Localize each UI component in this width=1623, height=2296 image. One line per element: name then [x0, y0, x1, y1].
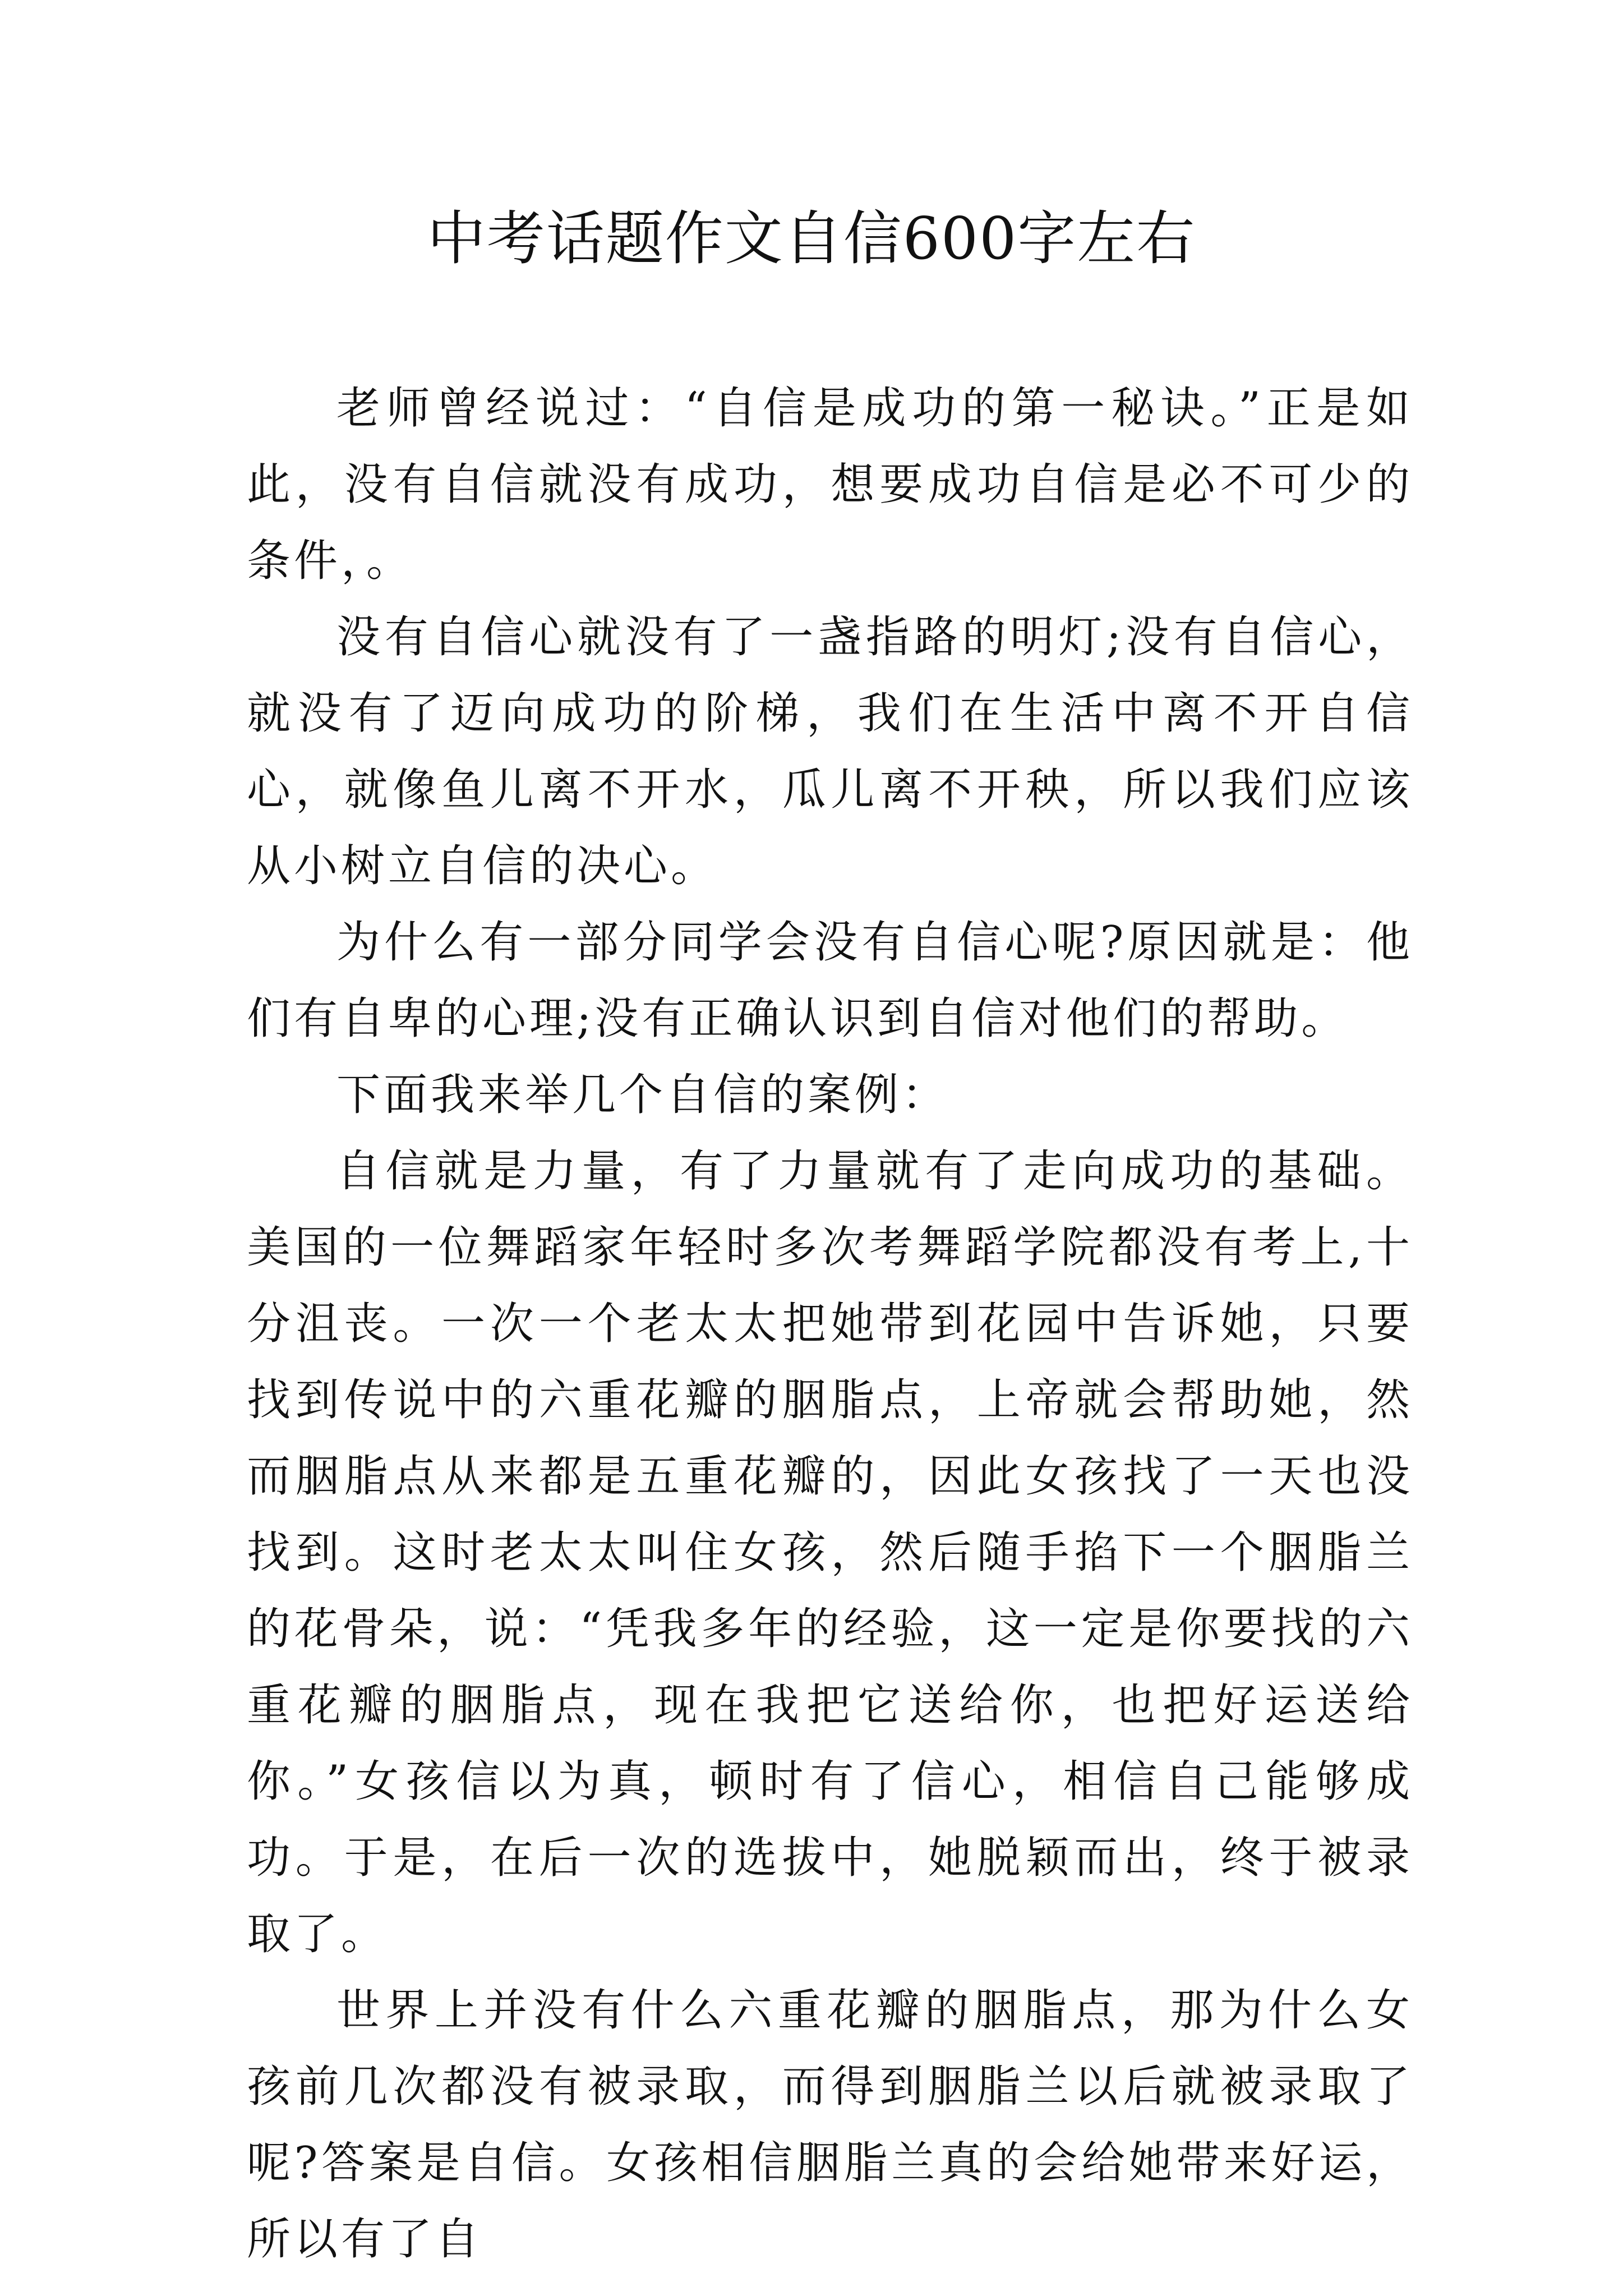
paragraph: 下面我来举几个自信的案例：	[336, 1070, 949, 1120]
paragraph: 世界上并没有什么六重花瓣的胭脂点，那为什么女孩前几次都没有被录取，而得到胭脂兰以后就被录取了呢?答案是自信。女孩相信胭脂兰真的会给她带来好运，所以有了自	[247, 1985, 1413, 2265]
paragraph: 自信就是力量，有了力量就有了走向成功的基础。美国的一位舞蹈家年轻时多次考舞蹈学院都没有考上,十分沮丧。一次一个老太太把她带到花园中告诉她，只要找到传说中的六重花瓣的胭脂点，上帝就会帮助她，然而胭脂点从来都是五重花瓣的，因此女孩找了一天也没找到。这时老太太叫住女孩，然后随手掐下一个胭脂兰的花骨朵，说：“凭我多年的经验，这一定是你要找的六重花瓣的胭脂点，现在我把它送给你，也把好运送给你。”女孩信以为真，顿时有了信心，相信自己能够成功。于是，在后一次的选拔中，她脱颖而出，终于被录取了。	[247, 1146, 1413, 1959]
paragraph: 老师曾经说过：“自信是成功的第一秘诀。”正是如此，没有自信就没有成功，想要成功自信是必不可少的条件，。	[247, 383, 1413, 586]
paragraph: 为什么有一部分同学会没有自信心呢?原因就是：他们有自卑的心理;没有正确认识到自信对他们的帮助。	[247, 917, 1413, 1044]
document-title: 中考话题作文自信600字左右	[427, 204, 1196, 273]
document-body	[247, 370, 1413, 2277]
paragraph: 没有自信心就没有了一盏指路的明灯;没有自信心，就没有了迈向成功的阶梯，我们在生活中离不开自信心，就像鱼儿离不开水，瓜儿离不开秧，所以我们应该从小树立自信的决心。	[247, 612, 1413, 891]
